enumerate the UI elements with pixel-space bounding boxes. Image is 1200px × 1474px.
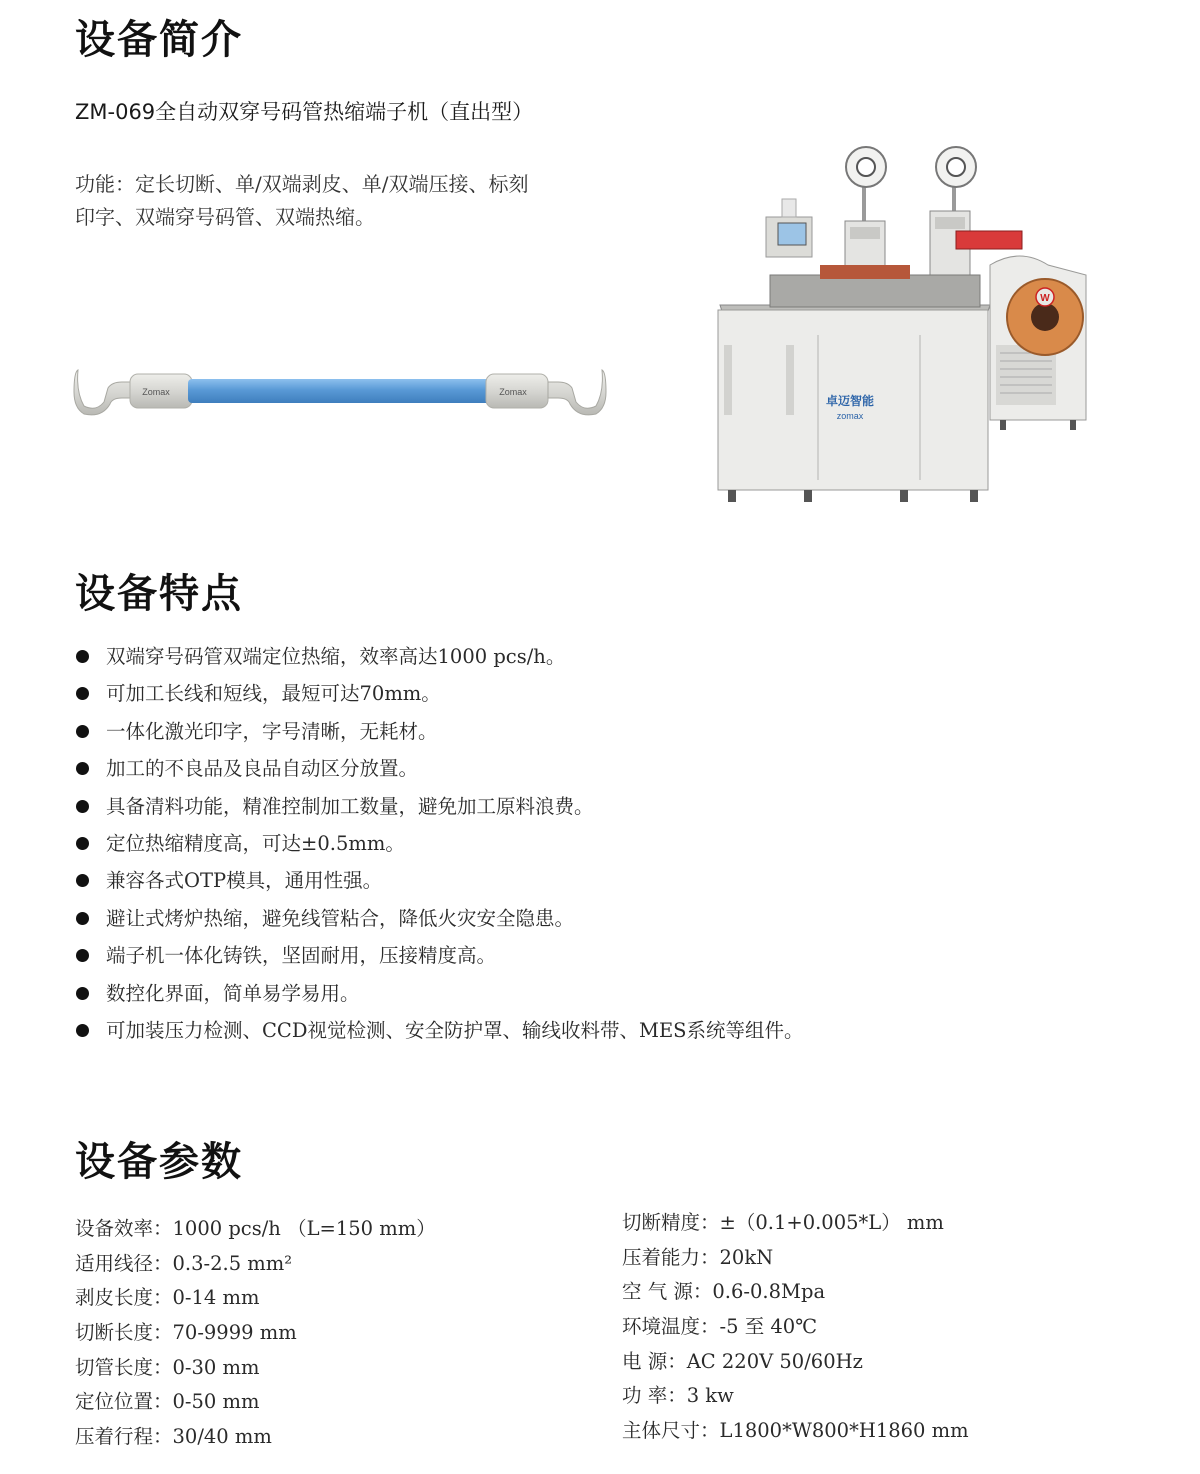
- machine-brand-en: zomax: [836, 411, 864, 421]
- left-fork-terminal: [74, 370, 132, 415]
- feature-item: 数控化界面，简单易学易用。: [75, 975, 804, 1012]
- machine-brand-cn: 卓迈智能: [825, 394, 875, 408]
- spec-list-right: [622, 1206, 969, 1449]
- reel-logo: W: [1040, 293, 1050, 304]
- spec-item: 切断精度：±（0.1+0.005*L） mm: [622, 1211, 944, 1234]
- section-title-features: 设备特点: [75, 571, 243, 617]
- feature-item: 兼容各式OTP模具，通用性强。: [75, 862, 804, 899]
- right-fork-terminal: [548, 370, 606, 415]
- blue-wire: [188, 379, 490, 403]
- machine-product-image: [700, 135, 1100, 525]
- section-title-specs: 设备参数: [75, 1139, 243, 1185]
- feature-item: 可加装压力检测、CCD视觉检测、安全防护罩、输线收料带、MES系统等组件。: [75, 1012, 804, 1049]
- feature-item: 避让式烤炉热缩，避免线管粘合，降低火灾安全隐患。: [75, 900, 804, 937]
- touch-screen: [778, 223, 806, 245]
- feature-list: [75, 638, 804, 1049]
- tube-reel-left: [846, 147, 886, 225]
- section-title-intro: 设备简介: [75, 17, 243, 63]
- right-sleeve-label: Zomax: [499, 387, 527, 397]
- function-description: [75, 168, 600, 234]
- feature-item: 可加工长线和短线，最短可达70mm。: [75, 675, 804, 712]
- spec-item: 切断长度：70-9999 mm: [75, 1321, 297, 1345]
- spec-item: 设备效率：1000 pcs/h （L=150 mm）: [75, 1217, 436, 1240]
- function-line-2: 印字、双端穿号码管、双端热缩。: [75, 205, 375, 229]
- spec-item: 空 气 源：0.6-0.8Mpa: [622, 1280, 826, 1304]
- spec-item: 主体尺寸：L1800*W800*H1860 mm: [622, 1419, 969, 1443]
- feature-item: 定位热缩精度高，可达±0.5mm。: [75, 825, 804, 862]
- cable-product-image: [70, 352, 610, 432]
- spec-item: 压着能力：20kN: [622, 1245, 774, 1269]
- function-line-1: 功能：定长切断、单/双端剥皮、单/双端压接、标刻: [75, 172, 529, 196]
- feature-item: 端子机一体化铸铁，坚固耐用，压接精度高。: [75, 937, 804, 974]
- left-sleeve-label: Zomax: [142, 387, 170, 397]
- model-name: ZM-069全自动双穿号码管热缩端子机（直出型）: [75, 100, 534, 124]
- spec-list-left: [75, 1212, 436, 1455]
- feature-item: 具备清料功能，精准控制加工数量，避免加工原料浪费。: [75, 788, 804, 825]
- signal-lamp: [782, 199, 796, 217]
- spec-item: 电 源：AC 220V 50/60Hz: [622, 1349, 863, 1373]
- feature-item: 双端穿号码管双端定位热缩，效率高达1000 pcs/h。: [75, 638, 804, 675]
- feature-item: 一体化激光印字，字号清晰，无耗材。: [75, 713, 804, 750]
- spec-item: 功 率：3 kw: [622, 1384, 734, 1408]
- spec-item: 剥皮长度：0-14 mm: [75, 1286, 260, 1310]
- spec-item: 切管长度：0-30 mm: [75, 1355, 260, 1379]
- spec-item: 压着行程：30/40 mm: [75, 1425, 272, 1449]
- spec-item: 定位位置：0-50 mm: [75, 1390, 260, 1414]
- laser-marker: [956, 231, 1022, 249]
- feature-item: 加工的不良品及良品自动区分放置。: [75, 750, 804, 787]
- spec-item: 适用线径：0.3-2.5 mm²: [75, 1251, 293, 1275]
- spec-item: 环境温度：-5 至 40℃: [622, 1315, 818, 1339]
